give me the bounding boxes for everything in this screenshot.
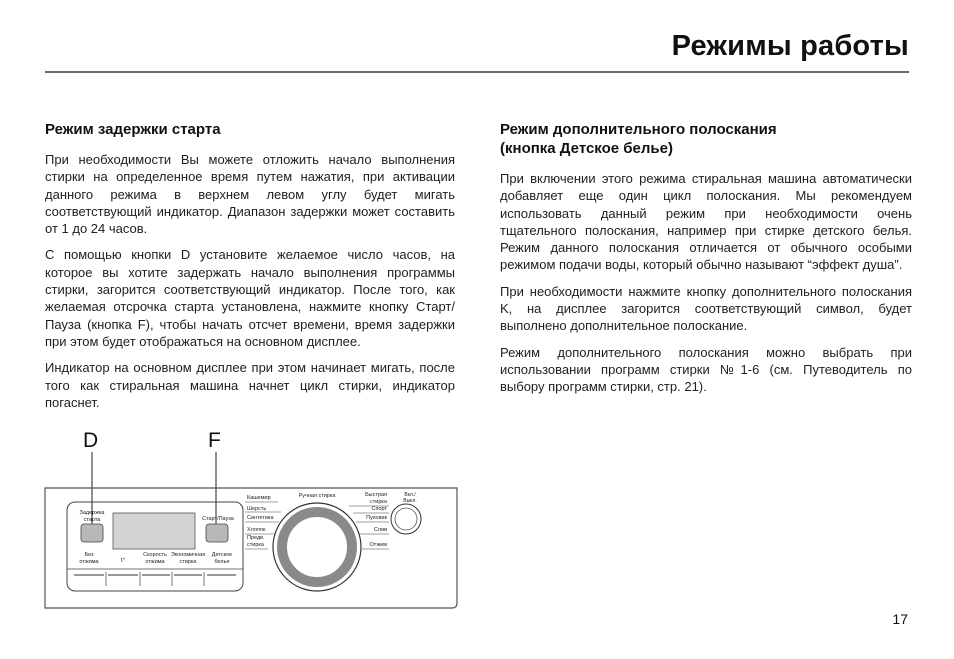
- program-dial[interactable]: [282, 512, 352, 582]
- option-spin-speed-label-1: Скорость: [143, 552, 167, 558]
- delay-label-line-1: Задержка: [79, 510, 105, 516]
- start-pause-label: Старт/Пауза: [202, 516, 234, 522]
- extra-rinse-heading-line-1: Режим дополнительного полоскания: [500, 121, 777, 138]
- main-display: [113, 513, 195, 549]
- start-pause-button[interactable]: [206, 524, 228, 542]
- option-eco-label-2: стирка: [179, 559, 197, 565]
- delay-start-paragraph-3: Индикатор на основном дисплее при этом начинает мигать, после того как стиральная машина начнет цикл стирки, индикатор погаснет.: [45, 360, 455, 410]
- on-off-label-1: Вкл./: [404, 492, 416, 498]
- delay-label-line-2: старта: [83, 517, 101, 523]
- program-sport: Спорт: [371, 506, 387, 512]
- program-prewash-1: Предв.: [247, 535, 265, 541]
- label-d: D: [83, 429, 99, 452]
- extra-rinse-heading-line-2: (кнопка Детское белье): [500, 140, 673, 157]
- option-spin-speed-label-2: отжима: [145, 559, 165, 565]
- program-cashmere: Кашемир: [247, 495, 271, 501]
- program-spin: Отжим: [369, 542, 387, 548]
- page-title: Режимы работы: [671, 30, 909, 62]
- option-baby-label-2: белье: [214, 559, 230, 565]
- option-no-spin-label-2: отжима: [79, 559, 99, 565]
- program-cotton: Хлопок: [247, 527, 266, 533]
- delay-start-button[interactable]: [81, 524, 103, 542]
- label-f: F: [208, 429, 221, 452]
- program-drain: Слив: [373, 527, 387, 533]
- option-no-spin-label-1: Без: [84, 552, 94, 558]
- page-number: 17: [892, 611, 908, 627]
- extra-rinse-paragraph-3: Режим дополнительного полоскания можно выбрать при использовании программ стирки №1-6 (см. Путеводитель по выбору программ стирки, стр. 21).: [500, 344, 912, 395]
- program-quick-wash-2: стирка: [370, 499, 387, 505]
- power-button-inner: [395, 508, 417, 530]
- option-temperature-label: t°: [120, 558, 126, 564]
- program-wool: Шерсть: [247, 506, 267, 512]
- program-down-jacket: Пуховик: [366, 515, 387, 521]
- option-baby-label-1: Детское: [211, 552, 233, 558]
- program-quick-wash-1: Быстрая: [365, 492, 387, 498]
- delay-start-heading: Режим задержки старта: [45, 121, 221, 138]
- program-synthetics: Синтетика: [247, 515, 274, 521]
- delay-start-paragraph-2: С помощью кнопки D установите желаемое число часов, на которое вы хотите задержать начало выполнения программы стирки, загорится соответствующий индикатор. После того, как желаемая отсрочка старта установлена, нажмите кнопку Старт/Пауза (кнопка F), чтобы начать отсчет времени, время задержки при этом будет отображаться на основном дисплее.: [45, 247, 455, 349]
- extra-rinse-paragraph-2: При необходимости нажмите кнопку дополнительного полоскания K, на дисплее загорится соответствующий символ, будет выполнено дополнительное полоскание.: [500, 283, 912, 334]
- programs-left: [245, 495, 281, 549]
- delay-start-paragraph-1: При необходимости Вы можете отложить начало выполнения стирки на определенное время путем нажатия, при активации данного режима в верхнем левом углу будет мигать соответствующий индикатор. Диапазон задержки может составить от 1 до 24 часов.: [45, 152, 455, 237]
- on-off-label-2: Выкл.: [403, 498, 417, 504]
- program-hand-wash: Ручная стирка: [298, 493, 336, 499]
- option-eco-label-1: Экономичная: [170, 552, 206, 558]
- extra-rinse-paragraph-1: При включении этого режима стиральная машина автоматически добавляет еще один цикл полоскания. Мы рекомендуем использовать данный режим при необходимости очень тщательного полоскания, например при стирке детского белья. Режим данного полоскания отличается от обычного особыми режимом подачи воды, который обычно называют “эффект душа”.: [500, 171, 912, 273]
- program-prewash-2: стирка: [247, 542, 264, 548]
